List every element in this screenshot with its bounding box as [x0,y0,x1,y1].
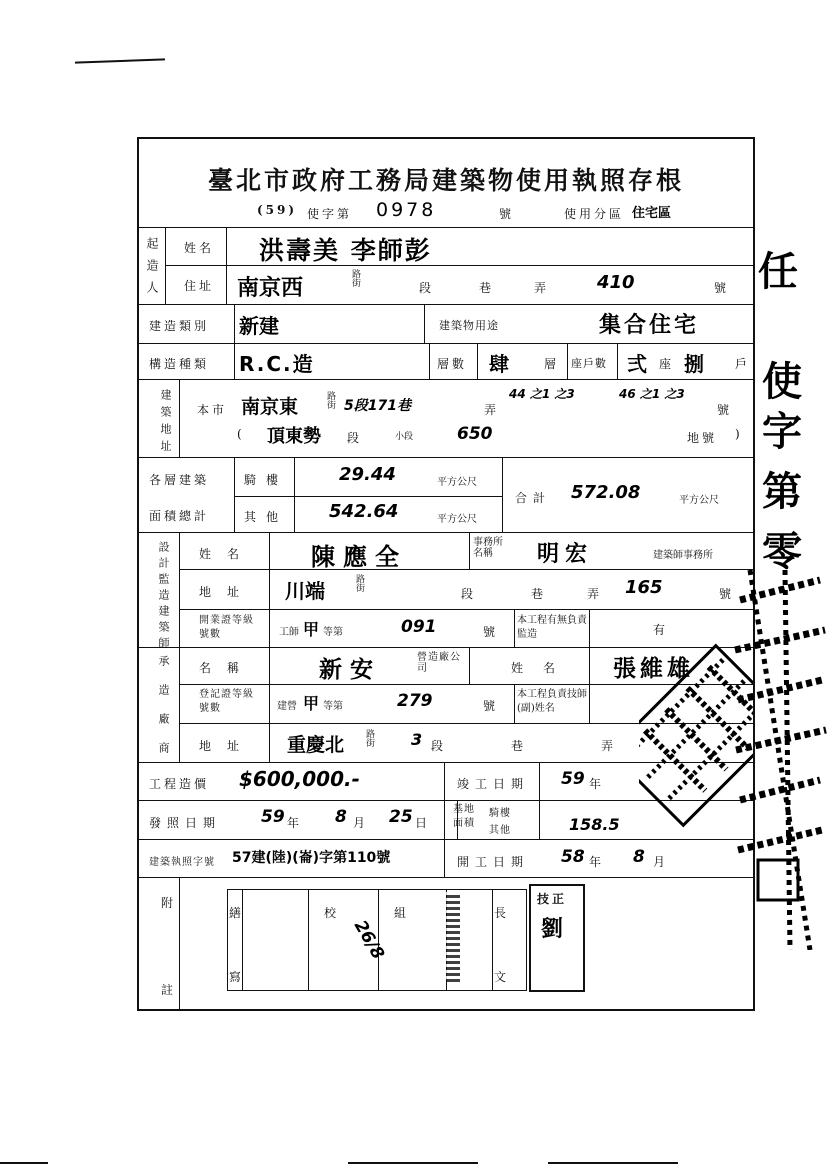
rule [424,304,425,343]
building-use-label: 建築物用途 [439,319,499,332]
contractor-section-label: 段 [431,739,447,753]
location-paren-open: ( [237,427,245,441]
applicant-address-label: 住址 [184,279,215,293]
designer-name-value: 陳應全 [311,543,407,571]
contractor-company-label: 營造廠公司 [417,652,461,674]
location-lot-label: 地號 [687,431,718,445]
seal-stamp [446,892,460,982]
rule [429,343,430,379]
permit-label: 建築執照字號 [149,857,215,868]
designer-license-prefix: 工師 [279,627,299,638]
contractor-reg-value: 279 [397,691,433,711]
rule [139,379,753,380]
designer-group-label: 設計監造建築師 [157,541,170,653]
notes-col1b: 寫 [229,970,245,984]
use-char-no: 使字第 [307,207,353,221]
applicant-road-label: 路街 [350,269,360,287]
building-type-value: 新建 [239,314,279,338]
contractor-reg-prefix: 建營 [277,701,297,712]
contractor-reg-grade: 甲 [303,694,320,713]
issue-label: 發照日期 [149,816,222,830]
designer-number-value: 165 [625,577,663,598]
contractor-address-value: 重慶北 [287,734,345,756]
total-unit: 平方公尺 [679,495,719,506]
rule [179,379,180,457]
rule [234,457,235,532]
other-label: 其他 [244,510,289,524]
rule [179,532,180,762]
site-value: 158.5 [569,815,620,834]
notes-col5: 文 [494,970,510,984]
applicant-name-label: 姓名 [184,241,215,255]
start-label: 開工日期 [457,855,530,869]
contractor-person-label: 姓名 [511,661,576,675]
finish-year: 59 [561,769,585,789]
building-type-label: 建造類別 [149,319,210,333]
designer-license-suffix: 號 [483,625,499,639]
rule [589,647,590,684]
form-title: 臺北市政府工務局建築物使用執照存根 [207,166,684,195]
site-other-label: 其他 [489,825,511,836]
location-city-label: 本市 [197,403,228,417]
other-value: 542.64 [329,501,399,522]
notes-col3: 組 [394,906,410,920]
rule [589,684,590,723]
finish-year-unit: 年 [589,777,605,791]
scan-edge-bottom [0,1162,48,1164]
designer-number-label: 號 [719,587,735,601]
notes-col2: 校 [324,906,340,920]
designer-section-label: 段 [461,587,477,601]
cost-label: 工程造價 [149,777,210,791]
year-paren: (59) [257,203,298,217]
rule [477,343,478,379]
zone-label: 使用分區 [564,207,625,221]
designer-alley-label: 弄 [587,587,603,601]
rule [165,265,753,266]
site-label: 基地面積 [453,804,475,829]
arcade-label: 騎樓 [244,473,289,487]
structure-label: 構造種類 [149,357,210,371]
total-value: 572.08 [571,482,641,503]
designer-name-label: 姓名 [199,547,256,561]
cert-number: 0978 [376,199,437,221]
buildings-value: 弍 [627,352,647,376]
rule [502,457,503,532]
contractor-section-value: 3 [411,730,423,749]
location-section-value: 5段171巷 [344,398,411,414]
margin-char: 任 [758,249,798,295]
designer-address-label: 地址 [199,585,256,599]
rule [617,343,618,379]
area-group-label-1: 各層建築 [149,473,210,487]
contractor-tech-label: 本工程負責技師(副)姓名 [517,689,587,714]
contractor-name-label: 名稱 [199,661,256,675]
units-label: 座戶數 [571,357,607,370]
building-unit: 座 [659,357,675,371]
rule [514,609,515,647]
unit-unit: 戶 [735,357,751,371]
rule [139,457,753,458]
location-district-value: 頂東勢 [267,426,321,447]
rule [567,343,568,379]
location-num-label: 號 [717,403,733,417]
rule [179,877,180,1009]
floors-value: 肆 [489,352,509,376]
issue-day-unit: 日 [415,816,431,830]
contractor-group-label: 承造廠商 [157,655,170,771]
notes-col1: 繕 [229,906,245,920]
start-month: 8 [633,847,645,867]
contractor-person-value: 張維雄 [613,656,694,682]
margin-char: 零 [762,529,802,575]
notes-label-2: 註 [161,983,177,997]
applicant-group-label: 起造人 [145,237,159,303]
contractor-reg-suffix: 號 [483,699,499,713]
designer-license-grade: 甲 [303,620,320,639]
contractor-lane-label: 巷 [511,739,527,753]
site-arcade-label: 騎樓 [489,808,511,819]
designer-supervise-value: 有 [653,623,669,637]
seal-name: 劉 [541,917,564,942]
location-paren-close: ) [735,427,743,441]
start-month-unit: 月 [653,855,669,869]
applicant-number-value: 410 [597,272,635,293]
notes-approval-box [227,889,527,991]
location-num2: 46 之1 之3 [619,387,685,401]
rule [589,609,590,647]
contractor-address-label: 地址 [199,739,256,753]
other-unit: 平方公尺 [437,514,477,525]
rule [469,532,470,569]
contractor-road-label: 路街 [364,729,374,747]
issue-month-unit: 月 [353,816,369,830]
margin-char: 第 [762,469,802,515]
rule [308,890,309,990]
number-suffix: 號 [499,207,515,221]
arcade-unit: 平方公尺 [437,477,477,488]
location-num1: 44 之1 之3 [509,387,575,401]
location-district-label: 段 [347,431,363,445]
applicant-lane-label: 巷 [479,281,495,295]
units-value: 捌 [684,352,704,376]
contractor-name-value: 新安 [319,657,381,683]
designer-road-label: 路街 [354,574,364,592]
start-year: 58 [561,847,585,867]
rule [492,890,493,990]
designer-supervise-label: 本工程有無負責監造 [517,615,587,640]
rule [514,684,515,723]
location-lane-label: 弄 [484,403,500,417]
designer-license-value: 091 [401,617,437,637]
issue-day: 25 [389,807,413,827]
building-use-value: 集合住宅 [599,313,700,338]
issue-year: 59 [261,807,285,827]
scan-edge-bottom-3 [548,1162,678,1164]
finish-label: 竣工日期 [457,777,530,791]
edge-stamp [730,570,830,950]
rule [444,762,445,877]
rule [139,304,753,305]
designer-address-value: 川端 [285,579,325,603]
rule [539,762,540,839]
rule [294,457,295,532]
applicant-alley-label: 弄 [534,281,550,295]
location-lot-value: 650 [457,424,493,444]
issue-year-unit: 年 [287,816,303,830]
designer-license-label: 開業證等級號數 [199,615,254,640]
rule [234,496,502,497]
applicant-name-value: 洪壽美 李師彭 [259,236,432,265]
notes-label-1: 附 [161,896,177,910]
rule [469,647,470,684]
location-road-label: 路街 [325,391,335,409]
issue-month: 8 [335,807,347,827]
seal-title: 技正 [537,892,568,906]
rule [226,227,227,304]
area-group-label-2: 面積總計 [149,509,210,523]
approval-seal [529,884,585,992]
designer-office-value: 明宏 [537,542,594,567]
arcade-value: 29.44 [339,464,396,485]
scan-edge-top [75,58,165,63]
rule [139,343,753,344]
applicant-address-value: 南京西 [237,276,304,301]
contractor-reg-label: 登記證等級號數 [199,689,254,714]
permit-value: 57建(陸)(崙)字第110號 [232,850,391,866]
cost-value: $600,000.- [239,767,360,791]
total-label: 合計 [515,491,552,505]
floor-unit: 層 [544,357,560,371]
rule [179,569,753,570]
designer-office-label: 事務所名稱 [473,537,503,559]
floors-label: 層數 [437,357,468,371]
rule [139,532,753,533]
designer-license-mid: 等第 [323,627,343,638]
notes-date-stamp: 26/8 [349,916,388,964]
permit-form [137,137,755,1011]
location-subsection-label: 小段 [395,432,414,442]
designer-office-suffix: 建築師事務所 [653,550,713,561]
applicant-section-label: 段 [419,281,435,295]
contractor-reg-mid: 等第 [323,701,343,712]
designer-lane-label: 巷 [531,587,547,601]
notes-col4: 長 [494,906,510,920]
rule [234,304,235,379]
applicant-number-label: 號 [714,281,730,295]
rule [269,532,270,762]
rule [139,227,753,228]
rule [165,227,166,304]
location-road-value: 南京東 [241,396,299,418]
location-group-label: 建築地址 [159,389,172,457]
start-year-unit: 年 [589,855,605,869]
contractor-alley-label: 弄 [601,739,617,753]
margin-char: 字 [762,409,802,455]
margin-char: 使 [762,359,802,405]
scan-edge-bottom-2 [348,1162,478,1164]
zone-value: 住宅區 [632,206,672,221]
structure-value: R.C.造 [239,352,315,376]
